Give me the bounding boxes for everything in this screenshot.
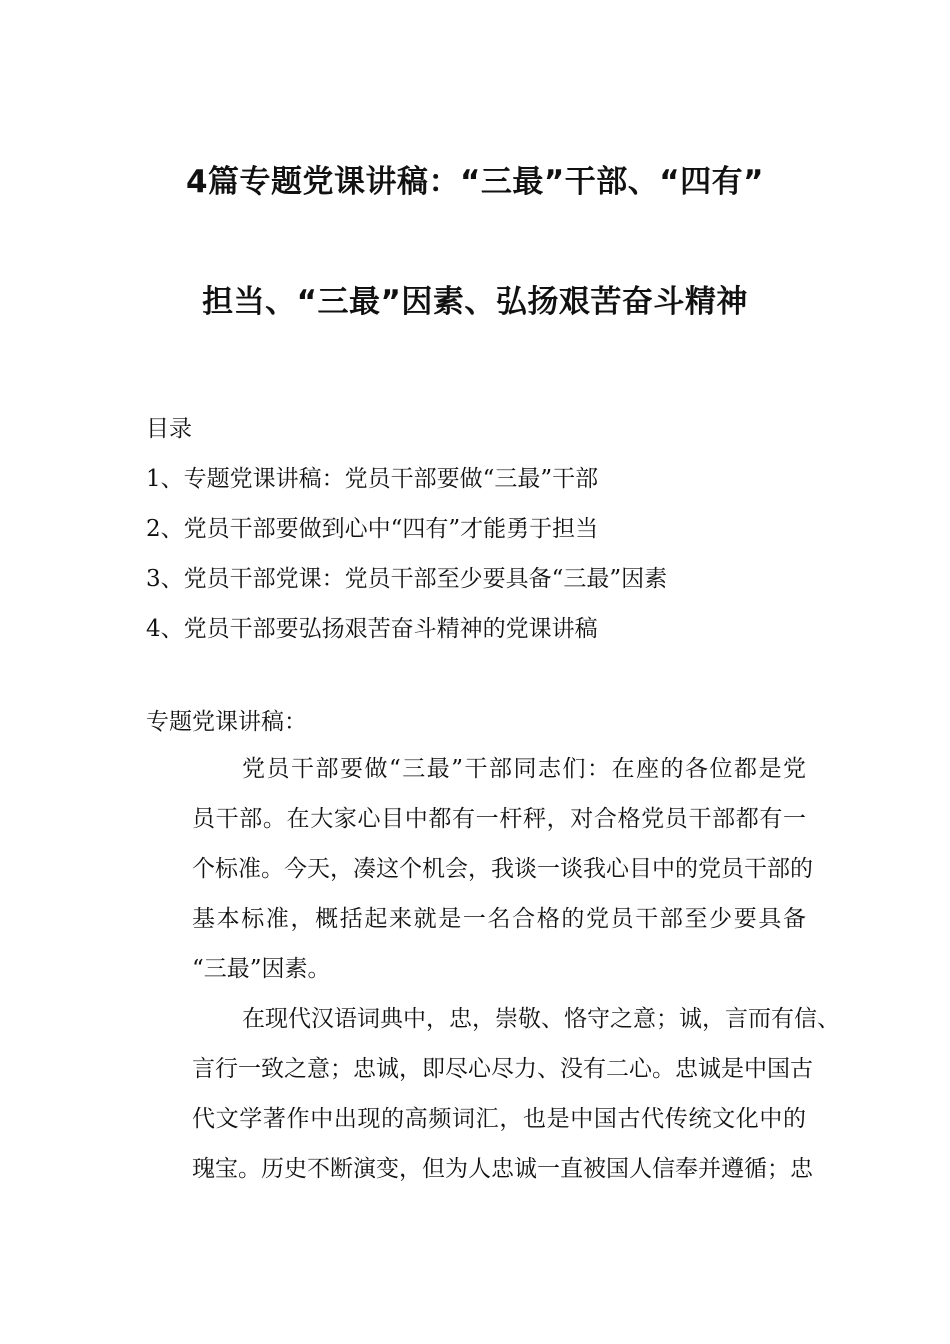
toc-item: 1、专题党课讲稿：党员干部要做“三最”干部 (146, 466, 599, 492)
document-title-line-1: 4篇专题党课讲稿：“三最”干部、“四有” (185, 164, 765, 200)
paragraph-line: 代文学著作中出现的高频词汇，也是中国古代传统文化中的 (192, 1106, 806, 1132)
paragraph-line: 瑰宝。历史不断演变，但为人忠诚一直被国人信奉并遵循；忠 (192, 1156, 813, 1182)
paragraph-1 (146, 744, 813, 994)
toc-item: 3、党员干部党课：党员干部至少要具备“三最”因素 (146, 566, 668, 592)
paragraph-line: 在现代汉语词典中，忠，崇敬、恪守之意；诚，言而有信、 (242, 1006, 840, 1032)
paragraph-line: 言行一致之意；忠诚，即尽心尽力、没有二心。忠诚是中国古 (192, 1056, 813, 1082)
paragraph-2 (146, 994, 840, 1194)
toc-heading: 目录 (146, 416, 192, 442)
toc-item: 2、党员干部要做到心中“四有”才能勇于担当 (146, 516, 599, 542)
section-label: 专题党课讲稿： (146, 709, 307, 735)
paragraph-line: 基本标准，概括起来就是一名合格的党员干部至少要具备 (192, 906, 806, 932)
paragraph-line: 个标准。今天，凑这个机会，我谈一谈我心目中的党员干部的 (192, 856, 813, 882)
document-title-line-2: 担当、“三最”因素、弘扬艰苦奋斗精神 (202, 284, 748, 320)
paragraph-line: 员干部。在大家心目中都有一杆秤，对合格党员干部都有一 (192, 806, 806, 832)
toc-item: 4、党员干部要弘扬艰苦奋斗精神的党课讲稿 (146, 616, 598, 642)
table-of-contents (146, 404, 826, 654)
paragraph-line: “三最”因素。 (192, 956, 331, 982)
body-text (146, 744, 840, 1194)
paragraph-line: 党员干部要做“三最”干部同志们：在座的各位都是党 (242, 756, 806, 782)
